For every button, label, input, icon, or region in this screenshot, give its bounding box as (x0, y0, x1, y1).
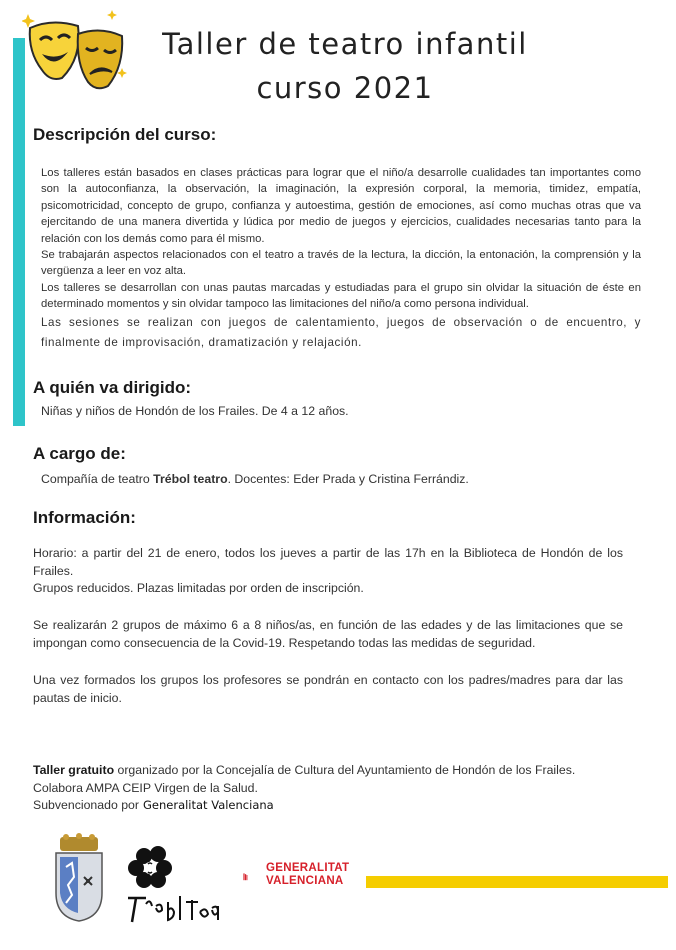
heading-cargo: A cargo de: (33, 444, 126, 463)
cargo-suffix: . Docentes: Eder Prada y Cristina Ferrándiz. (227, 472, 469, 486)
generalitat-valenciana-wordmark (266, 862, 349, 888)
gv-line-1: GENERALITAT (266, 862, 350, 874)
descripcion-body (41, 165, 641, 353)
cargo-prefix: Compañía de teatro (41, 472, 154, 486)
info-covid: Se realizarán 2 grupos de máximo 6 a 8 niños/as, en función de las edades y de las limitaciones que se impongan como consecuencia de la Covid-19. Respetando todas las medidas de seguridad. (33, 618, 623, 650)
heading-descripcion: Descripción del curso: (33, 125, 217, 144)
descripcion-paragraph-4: Las sesiones se realizan con juegos de calentamiento, juegos de observación o de encuentro, y finalmente de improvisación, dramatización y relajación. (41, 315, 641, 349)
descripcion-paragraph-2: Se trabajarán aspectos relacionados con el teatro a través de la lectura, la dicción, la entonación, la comprensión y la vergüenza a leer en voz alta. (41, 249, 641, 278)
yellow-decorative-bar (366, 876, 668, 888)
footer-subvencionado-entity: Generalitat Valenciana (142, 798, 274, 812)
info-grupos: Grupos reducidos. Plazas limitadas por orden de inscripción. (33, 581, 364, 595)
footer-colabora: Colabora AMPA CEIP Virgen de la Salud. (33, 780, 258, 795)
generalitat-valenciana-logo-icon (243, 857, 267, 897)
info-contacto: Una vez formados los grupos los profesores se pondrán en contacto con los padres/madres para dar las pautas de inicio. (33, 673, 623, 705)
title-line-2: curso 2021 (256, 71, 434, 105)
teal-side-bar (13, 38, 25, 426)
heading-informacion: Información: (33, 508, 136, 527)
dirigido-text: Niñas y niños de Hondón de los Frailes. De 4 a 12 años. (41, 404, 349, 418)
footer-subvencionado (33, 797, 653, 815)
trebol-teatro-logo-icon (118, 842, 226, 924)
footer-gratuito-rest: organizado por la Concejalía de Cultura del Ayuntamiento de Hondón de los Frailes. (114, 763, 576, 777)
page-title (140, 22, 550, 110)
cargo-text (41, 472, 469, 486)
descripcion-paragraph-3: Los talleres se desarrollan con unas pautas marcadas y estudiadas para el grupo sin olvidar la situación de éste en determinado momentos y sin olvidar tampoco las limitaciones del niño/a como persona individual. (41, 281, 641, 311)
footer-subvencionado-label: Subvencionado por (33, 798, 139, 812)
footer-gratuito (33, 762, 653, 780)
theatre-masks-icon (22, 8, 132, 96)
info-horario: Horario: a partir del 21 de enero, todos los jueves a partir de las 17h en la Biblioteca de Hondón de los Frailes. (33, 546, 623, 578)
cargo-company: Trébol teatro (153, 472, 228, 486)
town-crest-icon (52, 833, 106, 923)
footer (33, 762, 653, 815)
heading-dirigido: A quién va dirigido: (33, 378, 192, 397)
title-line-1: Taller de teatro infantil (162, 27, 528, 61)
footer-gratuito-bold: Taller gratuito (33, 763, 115, 777)
gv-line-2: VALENCIANA (266, 875, 344, 887)
descripcion-paragraph-1: Los talleres están basados en clases prácticas para lograr que el niño/a desarrolle cualidades tan importantes como son la autoconfianza, la observación, la imaginación, la expresión corporal, la memoria, timidez, empatía, psicomotricidad, concepto de grupo, confianza y autoestima, gestión de emociones, así como muchas otras que va ejercitando de una manera divertida y lúdica por medio de juegos y ejercicios, cualidades necesarias tanto para la relación con los demás como para él mismo. (41, 167, 641, 245)
